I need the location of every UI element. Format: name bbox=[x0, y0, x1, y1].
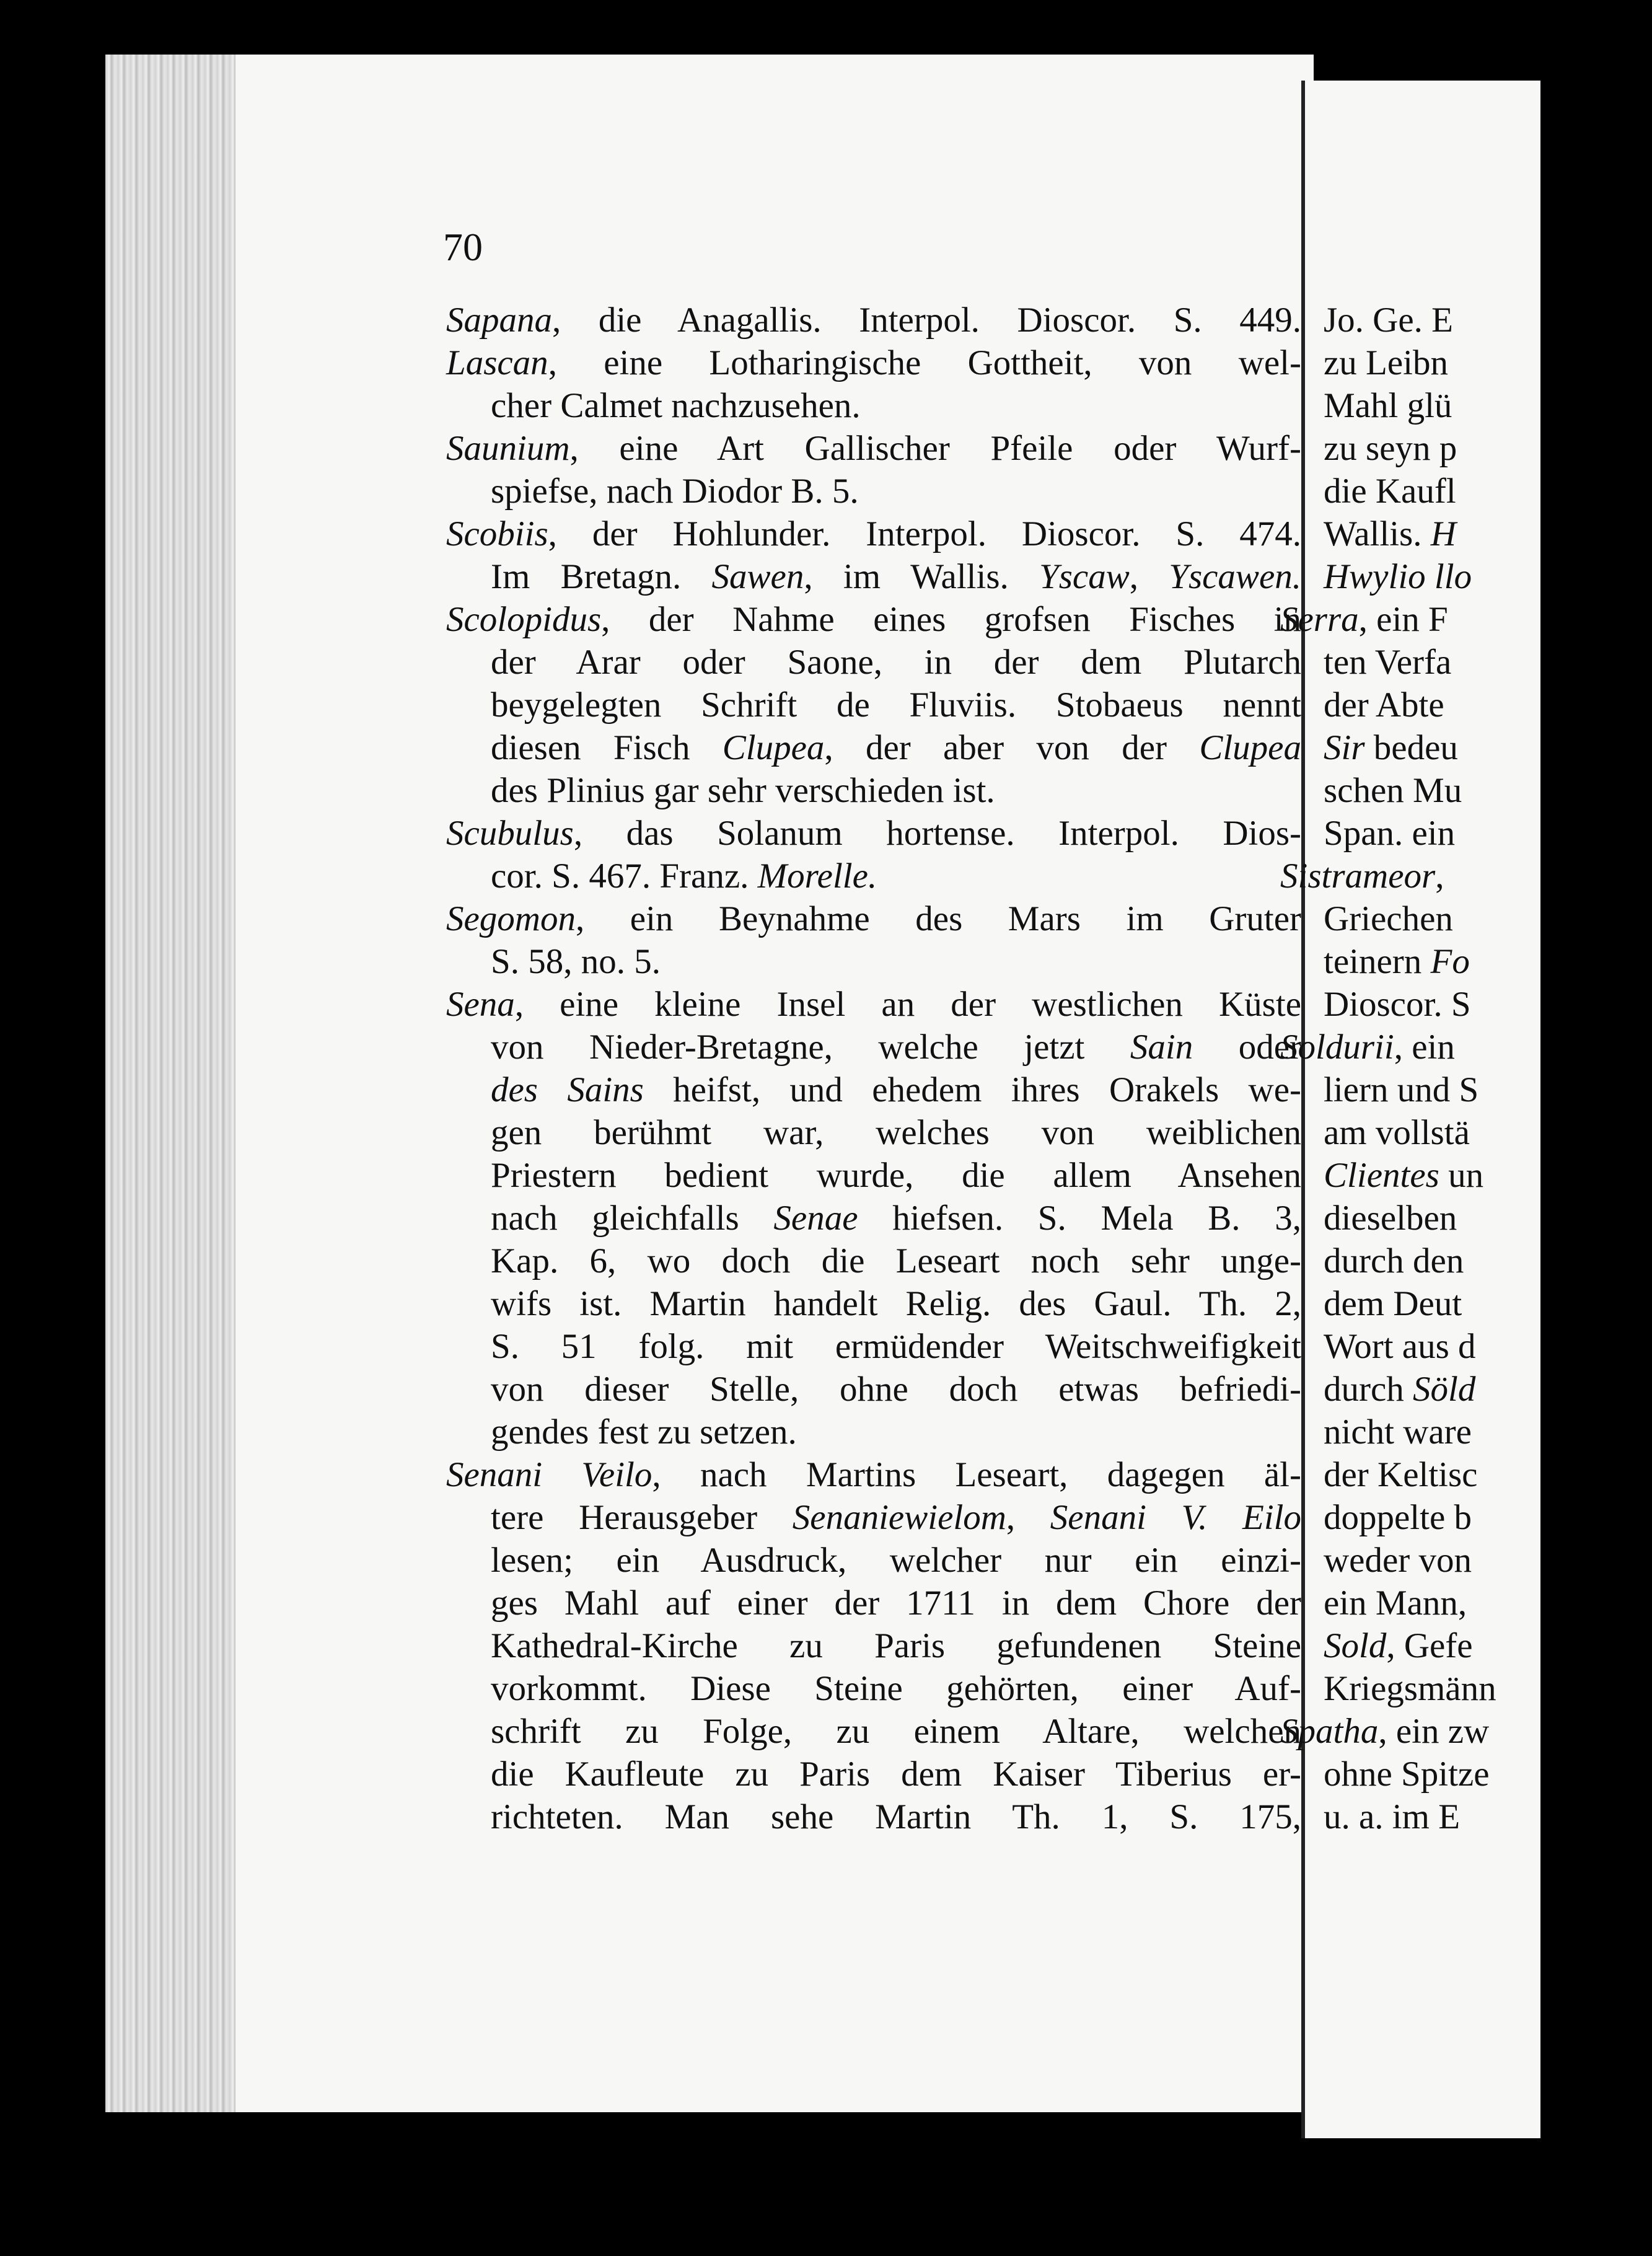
line-text: wifs ist. Martin handelt Relig. des Gaul. Th. 2, bbox=[491, 1284, 1301, 1323]
line-text: , ein zw bbox=[1378, 1712, 1490, 1751]
line-text: , das Solanum hortense. Interpol. Dios- bbox=[573, 814, 1301, 853]
line-text: diesen Fisch bbox=[491, 728, 723, 767]
line-text: , eine kleine Insel an der westlichen Küste bbox=[514, 985, 1301, 1024]
line-text: der Arar oder Saone, in der dem Plutarch bbox=[491, 643, 1301, 682]
line-text: , im Wallis. bbox=[804, 557, 1040, 596]
line-text: Kap. 6, wo doch die Leseart noch sehr unge- bbox=[491, 1241, 1301, 1280]
right-page-text bbox=[1280, 299, 1652, 1838]
headword: Fo bbox=[1430, 942, 1470, 981]
line-text: Kathedral-Kirche zu Paris gefundenen Steine bbox=[491, 1626, 1301, 1665]
text-line bbox=[1280, 1496, 1652, 1539]
text-line bbox=[1280, 1240, 1652, 1282]
line-text: bedeu bbox=[1364, 728, 1458, 767]
line-text: von Nieder-Bretagne, welche jetzt bbox=[491, 1028, 1130, 1067]
text-line bbox=[446, 1368, 1301, 1411]
line-text: S. 51 folg. mit ermüdender Weitschweifigkeit bbox=[491, 1327, 1301, 1366]
text-line bbox=[1280, 1069, 1652, 1111]
line-text: lesen; ein Ausdruck, welcher nur ein einzi- bbox=[491, 1541, 1301, 1580]
headword: Segomon bbox=[446, 899, 576, 938]
text-line bbox=[446, 1453, 1301, 1496]
line-text: weder von bbox=[1324, 1541, 1472, 1580]
line-text: , nach Martins Leseart, dagegen äl- bbox=[652, 1455, 1301, 1494]
line-text: schrift zu Folge, zu einem Altare, welchen bbox=[491, 1712, 1301, 1751]
page-edges bbox=[105, 55, 242, 2112]
headword: Senani V. Eilo bbox=[1050, 1498, 1301, 1537]
line-text: , der Nahme eines grofsen Fisches in bbox=[601, 600, 1301, 639]
line-text: die Kaufl bbox=[1324, 472, 1456, 511]
text-line bbox=[446, 684, 1301, 726]
headword: Clientes bbox=[1324, 1156, 1439, 1195]
line-text: un bbox=[1439, 1156, 1484, 1195]
text-line bbox=[446, 598, 1301, 641]
line-text: Im Bretagn. bbox=[491, 557, 712, 596]
text-line bbox=[1280, 769, 1652, 812]
text-line bbox=[446, 1582, 1301, 1624]
line-text: zu Leibn bbox=[1324, 343, 1449, 382]
headword: Senae bbox=[773, 1199, 858, 1238]
text-line bbox=[1280, 555, 1652, 598]
line-text: durch den bbox=[1324, 1241, 1464, 1280]
text-line bbox=[1280, 983, 1652, 1026]
line-text: Jo. Ge. E bbox=[1324, 301, 1453, 340]
headword: Saunium bbox=[446, 429, 570, 468]
text-line bbox=[446, 1667, 1301, 1710]
text-line bbox=[446, 555, 1301, 598]
text-line bbox=[1280, 726, 1652, 769]
text-line bbox=[1280, 1154, 1652, 1197]
line-text: des Plinius gar sehr verschieden ist. bbox=[491, 771, 995, 810]
line-text: tere Herausgeber bbox=[491, 1498, 793, 1537]
headword: Söld bbox=[1413, 1370, 1476, 1409]
line-text: zu seyn p bbox=[1324, 429, 1457, 468]
headword: des Sains bbox=[491, 1070, 644, 1109]
text-line bbox=[1280, 1667, 1652, 1710]
line-text: , eine Lotharingische Gottheit, von wel- bbox=[548, 343, 1301, 382]
text-line bbox=[446, 769, 1301, 812]
text-line bbox=[446, 641, 1301, 684]
line-text: , ein F bbox=[1358, 600, 1448, 639]
text-line bbox=[446, 1325, 1301, 1368]
line-text: Wort aus d bbox=[1324, 1327, 1476, 1366]
headword: Senaniewielom bbox=[792, 1498, 1006, 1537]
text-line bbox=[446, 1624, 1301, 1667]
text-line bbox=[446, 1154, 1301, 1197]
text-line bbox=[1280, 1539, 1652, 1582]
headword: Hwylio llo bbox=[1324, 557, 1472, 596]
text-line bbox=[446, 855, 1301, 897]
text-line bbox=[1280, 470, 1652, 513]
line-text: Kriegsmänn bbox=[1324, 1669, 1496, 1708]
text-line bbox=[446, 1111, 1301, 1154]
line-text: Priestern bedient wurde, die allem Ansehen bbox=[491, 1156, 1301, 1195]
line-text: , der aber von der bbox=[824, 728, 1200, 767]
headword: Scobiis bbox=[446, 514, 548, 553]
line-text: dem Deut bbox=[1324, 1284, 1462, 1323]
headword: Senani Veilo bbox=[446, 1455, 652, 1494]
line-text: , die Anagallis. Interpol. Dioscor. S. 449. bbox=[552, 301, 1301, 340]
line-text: oder bbox=[1193, 1028, 1301, 1067]
line-text: Wallis. bbox=[1324, 514, 1431, 553]
text-line bbox=[1280, 299, 1652, 341]
headword: Sain bbox=[1130, 1028, 1193, 1067]
text-line bbox=[446, 1539, 1301, 1582]
headword: Yscaw bbox=[1039, 557, 1130, 596]
line-text: teinern bbox=[1324, 942, 1431, 981]
line-text: cher Calmet nachzusehen. bbox=[491, 386, 861, 425]
headword: Scubulus bbox=[446, 814, 574, 853]
text-line bbox=[446, 1796, 1301, 1838]
line-text: liern und S bbox=[1324, 1070, 1479, 1109]
text-line bbox=[1280, 684, 1652, 726]
line-text: nach gleichfalls bbox=[491, 1199, 774, 1238]
text-line bbox=[1280, 1111, 1652, 1154]
text-line bbox=[446, 897, 1301, 940]
text-line bbox=[446, 341, 1301, 384]
text-line bbox=[1280, 513, 1652, 555]
headword: Sistrameor bbox=[1280, 857, 1436, 896]
text-line bbox=[446, 1710, 1301, 1753]
text-line bbox=[1280, 1411, 1652, 1453]
headword: Clupea bbox=[722, 728, 825, 767]
line-text: , eine Art Gallischer Pfeile oder Wurf- bbox=[569, 429, 1301, 468]
line-text: der Keltisc bbox=[1324, 1455, 1478, 1494]
line-text: hiefsen. S. Mela B. 3, bbox=[858, 1199, 1301, 1238]
headword: Clupea bbox=[1199, 728, 1301, 767]
line-text: , der Hohlunder. Interpol. Dioscor. S. 474. bbox=[548, 514, 1301, 553]
text-line bbox=[1280, 384, 1652, 427]
line-text: Mahl glü bbox=[1324, 386, 1452, 425]
page-number: 70 bbox=[443, 225, 483, 269]
text-line bbox=[1280, 812, 1652, 855]
headword: Serra bbox=[1280, 600, 1359, 639]
headword: Yscawen. bbox=[1169, 557, 1301, 596]
text-line bbox=[1280, 427, 1652, 470]
line-text: gen berühmt war, welches von weiblichen bbox=[491, 1113, 1301, 1152]
text-line bbox=[446, 427, 1301, 470]
line-text: vorkommt. Diese Steine gehörten, einer Auf- bbox=[491, 1669, 1301, 1708]
text-line bbox=[446, 384, 1301, 427]
text-line bbox=[1280, 940, 1652, 983]
line-text: ein Mann, bbox=[1324, 1584, 1467, 1623]
headword: Sawen bbox=[711, 557, 804, 596]
left-page-text bbox=[446, 299, 1301, 1838]
line-text: richteten. Man sehe Martin Th. 1, S. 175, bbox=[491, 1797, 1301, 1836]
line-text: , ein bbox=[1394, 1028, 1455, 1067]
line-text: spiefse, nach Diodor B. 5. bbox=[491, 472, 859, 511]
text-line bbox=[1280, 897, 1652, 940]
text-line bbox=[446, 1496, 1301, 1539]
line-text: die Kaufleute zu Paris dem Kaiser Tiberius er- bbox=[491, 1755, 1301, 1794]
text-line bbox=[1280, 1026, 1652, 1069]
headword: Scolopidus bbox=[446, 600, 602, 639]
line-text: ohne Spitze bbox=[1324, 1755, 1490, 1794]
text-line bbox=[1280, 1582, 1652, 1624]
text-line bbox=[446, 812, 1301, 855]
headword: Lascan bbox=[446, 343, 548, 382]
line-text: gendes fest zu setzen. bbox=[491, 1412, 797, 1452]
headword: Soldurii bbox=[1280, 1028, 1394, 1067]
text-line bbox=[446, 1282, 1301, 1325]
line-text: u. a. im E bbox=[1324, 1797, 1461, 1836]
text-line bbox=[1280, 1710, 1652, 1753]
text-line bbox=[446, 1753, 1301, 1796]
text-line bbox=[446, 513, 1301, 555]
text-line bbox=[446, 1026, 1301, 1069]
headword: Sold bbox=[1324, 1626, 1387, 1665]
headword: H bbox=[1430, 514, 1456, 553]
headword: Sir bbox=[1324, 728, 1365, 767]
right-page bbox=[1280, 81, 1540, 2138]
text-line bbox=[1280, 1368, 1652, 1411]
headword: Sena bbox=[446, 985, 515, 1024]
line-text: Span. ein bbox=[1324, 814, 1456, 853]
line-text: heifst, und ehedem ihres Orakels we- bbox=[643, 1070, 1301, 1109]
text-line bbox=[1280, 1453, 1652, 1496]
text-line bbox=[446, 299, 1301, 341]
line-text: , bbox=[1006, 1498, 1050, 1537]
text-line bbox=[446, 940, 1301, 983]
text-line bbox=[1280, 1796, 1652, 1838]
line-text: , bbox=[1129, 557, 1169, 596]
line-text: doppelte b bbox=[1324, 1498, 1472, 1537]
text-line bbox=[446, 1240, 1301, 1282]
headword: Spatha bbox=[1280, 1712, 1379, 1751]
line-text: nicht ware bbox=[1324, 1412, 1472, 1452]
text-line bbox=[1280, 598, 1652, 641]
line-text: durch bbox=[1324, 1370, 1413, 1409]
line-text: ges Mahl auf einer der 1711 in dem Chore der bbox=[491, 1584, 1301, 1623]
text-line bbox=[446, 726, 1301, 769]
line-text: cor. S. 467. Franz. bbox=[491, 857, 758, 896]
text-line bbox=[1280, 1282, 1652, 1325]
text-line bbox=[446, 1197, 1301, 1240]
text-line bbox=[1280, 1753, 1652, 1796]
line-text: Dioscor. S bbox=[1324, 985, 1471, 1024]
headword: Morelle. bbox=[757, 857, 877, 896]
line-text: ten Verfa bbox=[1324, 643, 1452, 682]
line-text: von dieser Stelle, ohne doch etwas befriedi- bbox=[491, 1370, 1301, 1409]
line-text: dieselben bbox=[1324, 1199, 1457, 1238]
line-text: schen Mu bbox=[1324, 771, 1462, 810]
text-line bbox=[446, 983, 1301, 1026]
line-text: am vollstä bbox=[1324, 1113, 1470, 1152]
headword: Sapana bbox=[446, 301, 552, 340]
line-text: , Gefe bbox=[1386, 1626, 1473, 1665]
text-line bbox=[446, 1069, 1301, 1111]
line-text: Griechen bbox=[1324, 899, 1453, 938]
text-line bbox=[1280, 1624, 1652, 1667]
text-line bbox=[1280, 855, 1652, 897]
line-text: , ein Beynahme des Mars im Gruter bbox=[575, 899, 1301, 938]
text-line bbox=[446, 470, 1301, 513]
text-line bbox=[1280, 341, 1652, 384]
text-line bbox=[1280, 641, 1652, 684]
line-text: beygelegten Schrift de Fluviis. Stobaeus nennt bbox=[491, 685, 1301, 725]
text-line bbox=[1280, 1325, 1652, 1368]
text-line bbox=[446, 1411, 1301, 1453]
text-line bbox=[1280, 1197, 1652, 1240]
line-text: der Abte bbox=[1324, 685, 1444, 725]
line-text: , bbox=[1435, 857, 1444, 896]
line-text: S. 58, no. 5. bbox=[491, 942, 661, 981]
